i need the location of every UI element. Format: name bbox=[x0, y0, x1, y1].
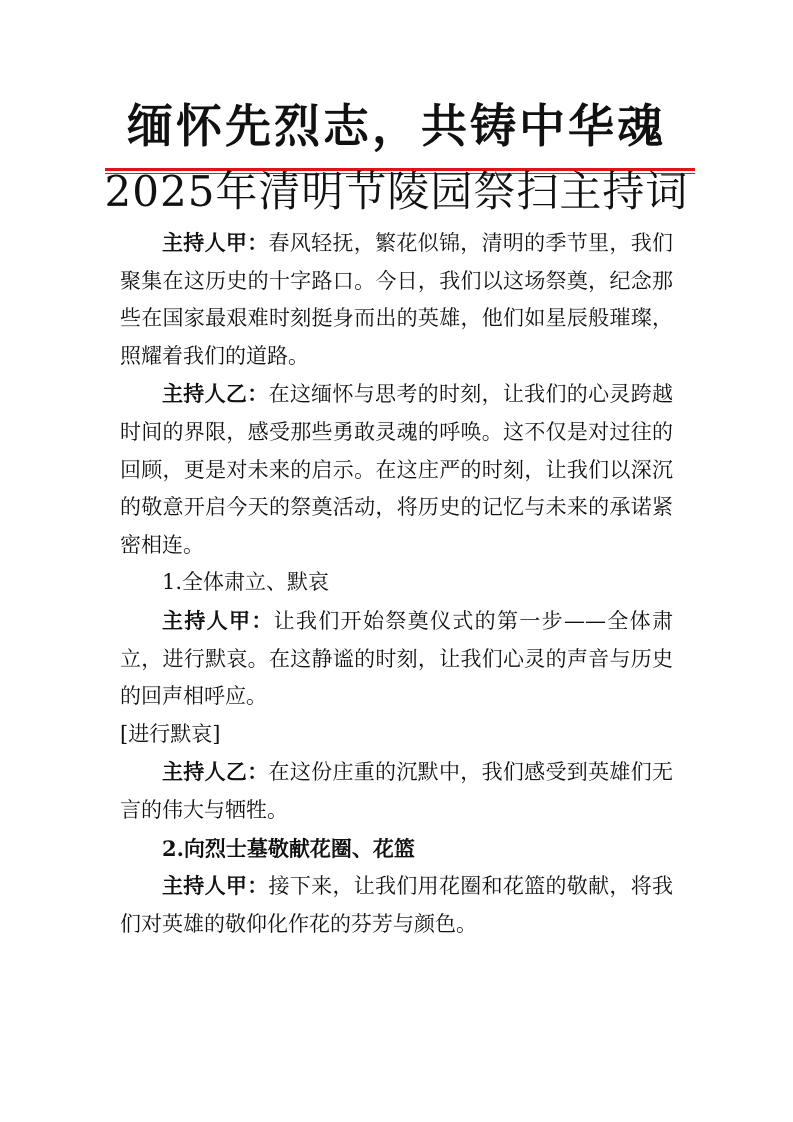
paragraph bbox=[120, 867, 673, 943]
section-heading: 2.向烈士墓敬献花圈、花篮 bbox=[162, 835, 415, 861]
paragraph-text: 接下来，让我们用花圈和花篮的敬献，将我们对英雄的敬仰化作花的芬芳与颜色。 bbox=[120, 874, 674, 936]
document-subtitle: 2025年清明节陵园祭扫主持词 bbox=[104, 167, 689, 216]
section-heading: 1.全体肃立、默哀 bbox=[162, 570, 330, 595]
paragraph-text: 在这份庄重的沉默中，我们感受到英雄们无言的伟大与牺牲。 bbox=[120, 760, 674, 822]
stage-direction: [进行默哀] bbox=[120, 721, 221, 746]
paragraph bbox=[120, 602, 673, 716]
paragraph-text: 让我们开始祭奠仪式的第一步——全体肃立，进行默哀。在这静谧的时刻，让我们心灵的声音与历史的回声相呼应。 bbox=[120, 608, 674, 709]
paragraph-text: 春风轻抚，繁花似锦，清明的季节里，我们聚集在这历史的十字路口。今日，我们以这场祭奠，纪念那些在国家最艰难时刻挺身而出的英雄，他们如星辰般璀璨，照耀着我们的道路。 bbox=[120, 231, 674, 368]
paragraph bbox=[120, 224, 673, 375]
paragraph-text: 在这缅怀与思考的时刻，让我们的心灵跨越时间的界限，感受那些勇敢灵魂的呼唤。这不仅是对过往的回顾，更是对未来的启示。在这庄严的时刻，让我们以深沉的敬意开启今天的祭奠活动，将历史的记忆与未来的承诺紧密相连。 bbox=[120, 382, 674, 557]
speaker-label: 主持人甲： bbox=[162, 607, 274, 633]
paragraph bbox=[120, 753, 673, 829]
speaker-label: 主持人乙： bbox=[162, 381, 269, 407]
speaker-label: 主持人甲： bbox=[162, 873, 269, 899]
document-title: 缅怀先烈志，共铸中华魂 bbox=[127, 99, 666, 153]
paragraph bbox=[120, 375, 673, 564]
speaker-label: 主持人甲： bbox=[162, 230, 269, 255]
document-body bbox=[120, 224, 673, 943]
speaker-label: 主持人乙： bbox=[162, 759, 269, 785]
